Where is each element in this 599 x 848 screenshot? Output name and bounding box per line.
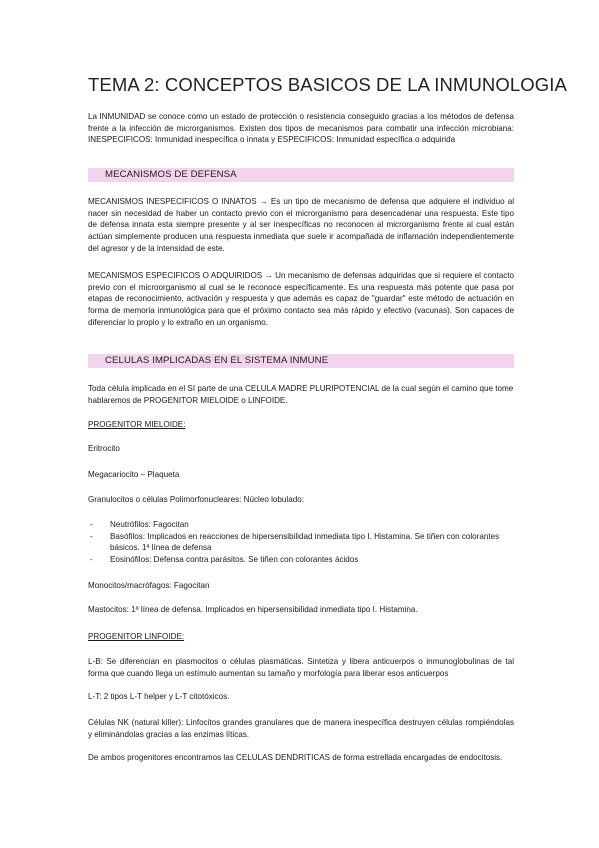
- section-heading-band: [88, 354, 514, 368]
- item-linfocitos-t: L-T: 2 tipos L-T helper y L-T citotóxicos.: [88, 692, 230, 701]
- bullet-marker: -: [90, 555, 93, 565]
- section-heading-mecanismos: MECANISMOS DE DEFENSA: [105, 169, 237, 180]
- subheading-mieloide: PROGENITOR MIELOIDE:: [88, 420, 186, 429]
- list-item-text: Eosinófilos: Defensa contra parásitos. Se tiñen con colorantes ácidos: [110, 555, 359, 565]
- list-item-text: Neutrófilos: Fagocitan: [110, 520, 189, 529]
- intro-paragraph: La INMUNIDAD se conoce como un estado de protección o resistencia conseguido gracias a los métodos de defensa frente a la infección de microrganismos. Existen dos tipos de mecanismos para combatir una infección microbiana: INESPECIFICOS: Inmunidad inespecífica o innata y ESPECIFICOS: Inmunidad específica o adquirida: [88, 112, 514, 145]
- list-item: [88, 554, 514, 566]
- item-monocitos: Monocitos/macrófagos: Fagocitan: [88, 581, 210, 590]
- bullet-marker: -: [90, 520, 93, 529]
- list-item: [88, 519, 514, 531]
- subheading-linfoide: PROGENITOR LINFOIDE:: [88, 632, 185, 641]
- item-megacariocito: Megacariocito – Plaqueta: [88, 470, 180, 479]
- list-item: [88, 531, 514, 554]
- granulocitos-list: [88, 519, 514, 566]
- paragraph-inespecificos: MECANISMOS INESPECIFICOS O INNATOS → Es un tipo de mecanismo de defensa que adquiere el individuo al nacer sin necesidad de haber un contacto previo con el microrganismo para desencadenar una respuesta. Este tipo de defensa innata esta siempre presente y al ser inespecíficas no reconocen al microrganismo frente al cual están actúan simplemente producen una respuesta inmediata que suele ir acompañada de inflamación independientemente del agresor y de la intensidad de este.: [88, 197, 514, 253]
- bullet-marker: -: [90, 531, 93, 541]
- item-granulocitos: Granulocitos o células Polimorfonucleares: Núcleo lobulado:: [88, 495, 304, 504]
- page-title: TEMA 2: CONCEPTOS BASICOS DE LA INMUNOLOGIA: [88, 74, 567, 95]
- list-item-text: Basófilos: Implicados en reacciones de hipersensibilidad inmediata tipo I. Histamina. Se tiñen con colorantes básicos. 1ª línea de defensa: [110, 531, 500, 553]
- item-celulas-nk: Células NK (natural killer): Linfocitos grandes granulares que de manera inespecífica destruyen células rompiéndolas y eliminándolas gracias a las enzimas líticas.: [88, 718, 514, 739]
- item-celulas-dendriticas: De ambos progenitores encontramos las CELULAS DENDRITICAS de forma estrellada encargadas de endocitosis.: [88, 753, 503, 762]
- section-heading-band: [88, 168, 514, 182]
- item-linfocitos-b: L-B: Se diferencian en plasmocitos o células plasmáticas. Sintetiza y libera anticuerpos o inmunoglobulinas de tal forma que cuando llega un estímulo aumentan su tamaño y morfología para liberar esos anticuerpos: [88, 657, 514, 678]
- paragraph-celulas-intro: Toda célula implicada en el SI parte de una CELULA MADRE PLURIPOTENCIAL de la cual según el camino que tome hablaremos de PROGENITOR MIELOIDE o LINFOIDE.: [88, 384, 514, 405]
- item-eritrocito: Eritrocito: [88, 444, 120, 453]
- section-heading-celulas: CELULAS IMPLICADAS EN EL SISTEMA INMUNE: [105, 355, 329, 366]
- item-mastocitos: Mastocitos: 1ª línea de defensa. Implicados en hipersensibilidad inmediata tipo I. Histamina.: [88, 605, 418, 614]
- paragraph-especificos: MECANISMOS ESPECIFICOS O ADQUIRIDOS → Un mecanismo de defensas adquiridas que si requiere el contacto previo con el microorganismo al cual se le reconoce específicamente. Es una respuesta más potente que pasa por etapas de reconocimiento, activación y respuesta y que además es capaz de "guardar" este método de actuación en forma de memoria inmunológica para que el próximo contacto sea más rápido y efectivo (vacunas). Son capaces de diferenciar lo propio y lo extraño en un organismo.: [88, 271, 514, 327]
